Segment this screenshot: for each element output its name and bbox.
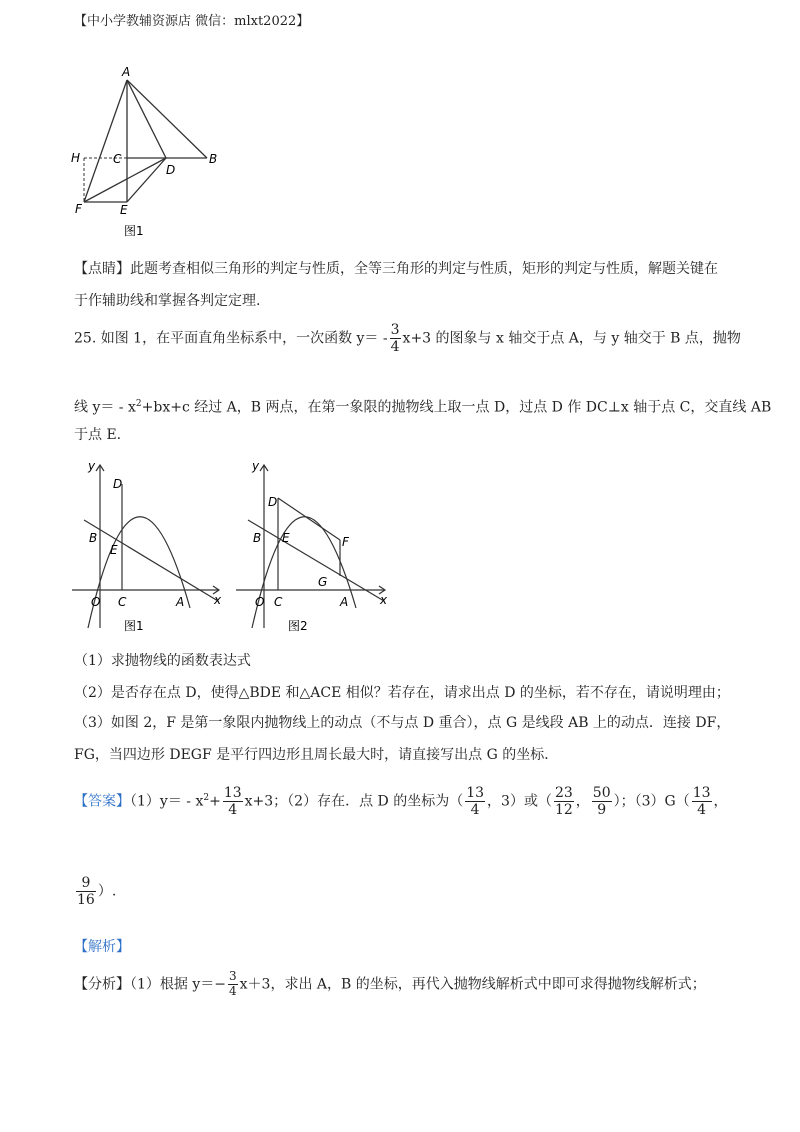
- q25-after-frac: x+3 的图象与 x 轴交于点 A，与 y 轴交于 B 点，抛物: [402, 330, 741, 347]
- dianjing-tag: 【点睛】: [74, 261, 130, 277]
- label-A: A: [340, 595, 349, 609]
- q25-frac-num: 3: [390, 322, 400, 338]
- q25-line2: [74, 394, 771, 418]
- answer-line2: [74, 875, 116, 908]
- coordinate-figure-1: [70, 458, 230, 636]
- answer-line1: [74, 785, 728, 818]
- fenxi-fraction: [228, 970, 238, 999]
- frac-den: 4: [229, 983, 237, 998]
- answer-frac-3: [554, 785, 574, 818]
- frac-num: 13: [692, 785, 711, 801]
- answer-p1-end: x+3；（2）存在．点 D 的坐标为（: [244, 793, 464, 810]
- figure-caption: 图1: [124, 619, 144, 633]
- geometry-figure-1: [70, 64, 230, 244]
- frac-den: 12: [554, 802, 573, 819]
- label-B: B: [209, 152, 218, 166]
- label-B: B: [89, 531, 98, 545]
- frac-den: 9: [597, 802, 607, 819]
- label-C: C: [113, 152, 122, 166]
- label-F: F: [75, 202, 82, 216]
- frac-num: 13: [466, 785, 485, 801]
- sub-question-2: （2）是否存在点 D，使得△BDE 和△ACE 相似？若存在，请求出点 D 的坐标，若不存在，请说明理由；: [74, 685, 730, 701]
- answer-frac-1: [223, 785, 243, 818]
- answer-frac-5: [692, 785, 712, 818]
- frac-num: 9: [76, 875, 96, 892]
- dianjing-text1: 此题考查相似三角形的判定与性质，全等三角形的判定与性质，矩形的判定与性质，解题关键在: [130, 261, 718, 277]
- figure-caption: 图1: [124, 224, 144, 238]
- label-E: E: [282, 531, 290, 545]
- jiexi-heading: 【解析】: [74, 939, 130, 955]
- label-C: C: [118, 595, 127, 609]
- q25-prefix: 25. 如图 1，在平面直角坐标系中，一次函数 y＝ -: [74, 330, 388, 347]
- q25-line1: [74, 322, 741, 355]
- frac-den: 4: [470, 802, 480, 819]
- axis-x-label: x: [214, 593, 222, 607]
- q25-line2-b: +bx+c 经过 A，B 两点，在第一象限的抛物线上取一点 D，过点 D 作 DC⊥x 轴于点 C，交直线 AB: [141, 399, 772, 416]
- answer-comma: ，: [575, 793, 590, 810]
- label-D: D: [268, 495, 278, 509]
- frac-num: 13: [223, 785, 242, 801]
- answer-p1: （1）y＝ - x: [130, 793, 204, 810]
- label-C: C: [274, 595, 283, 609]
- fenxi-p1: （1）根据 y＝−: [130, 976, 226, 993]
- label-O: O: [255, 595, 265, 609]
- label-A: A: [122, 65, 131, 79]
- dianjing-line2: 于作辅助线和掌握各判定定理.: [74, 293, 261, 309]
- answer-frac-2: [465, 785, 485, 818]
- answer-p3: ）；（3）G（: [613, 793, 690, 810]
- label-D: D: [166, 163, 176, 177]
- label-H: H: [71, 151, 81, 165]
- q25-line3: 于点 E.: [74, 427, 122, 443]
- answer-frac-4: [592, 785, 612, 818]
- q25-frac-den: 4: [390, 339, 400, 356]
- label-B: B: [253, 531, 262, 545]
- fenxi-tag: 【分析】: [74, 976, 130, 993]
- sub-question-1: （1）求抛物线的函数表达式: [74, 653, 251, 669]
- answer-p2: ，3）或（: [487, 793, 552, 810]
- answer-final: ）.: [97, 883, 117, 900]
- answer-p1-sup: 2: [203, 792, 210, 803]
- page-header: 【中小学教辅资源店 微信：mlxt2022】: [74, 14, 310, 29]
- axis-x-label: x: [380, 593, 388, 607]
- q25-line2-sup: 2: [135, 399, 142, 409]
- fenxi-p2: x＋3，求出 A，B 的坐标，再代入抛物线解析式中即可求得抛物线解析式；: [239, 976, 706, 993]
- frac-den: 4: [228, 802, 238, 819]
- label-D: D: [113, 477, 123, 491]
- label-O: O: [91, 595, 101, 609]
- label-E: E: [110, 543, 118, 557]
- frac-den: 4: [697, 802, 707, 819]
- label-G: G: [318, 575, 328, 589]
- frac-num: 3: [229, 969, 237, 983]
- sub-question-3-line2: FG，当四边形 DEGF 是平行四边形且周长最大时，请直接写出点 G 的坐标．: [74, 747, 559, 763]
- label-A: A: [176, 595, 185, 609]
- answer-p1-plus: +: [209, 793, 221, 810]
- answer-frac-6: [76, 875, 96, 908]
- sub-question-3-line1: （3）如图 2，F 是第一象限内抛物线上的动点（不与点 D 重合），点 G 是线段 AB 上的动点．连接 DF，: [74, 715, 731, 731]
- figure-caption: 图2: [288, 619, 308, 633]
- q25-line2-a: 线 y＝ - x: [74, 399, 136, 416]
- answer-tag: 【答案】: [74, 793, 130, 810]
- label-E: E: [120, 203, 128, 217]
- label-F: F: [342, 535, 349, 549]
- axis-y-label: y: [88, 459, 96, 473]
- frac-num: 50: [592, 785, 611, 801]
- q25-fraction: [390, 322, 401, 355]
- dianjing-line1: [74, 259, 718, 279]
- answer-p3-end: ，: [713, 793, 728, 810]
- frac-den: 16: [77, 892, 95, 909]
- coordinate-figure-2: [234, 458, 394, 636]
- frac-num: 23: [554, 785, 573, 801]
- axis-y-label: y: [252, 459, 260, 473]
- fenxi-line: [74, 970, 706, 999]
